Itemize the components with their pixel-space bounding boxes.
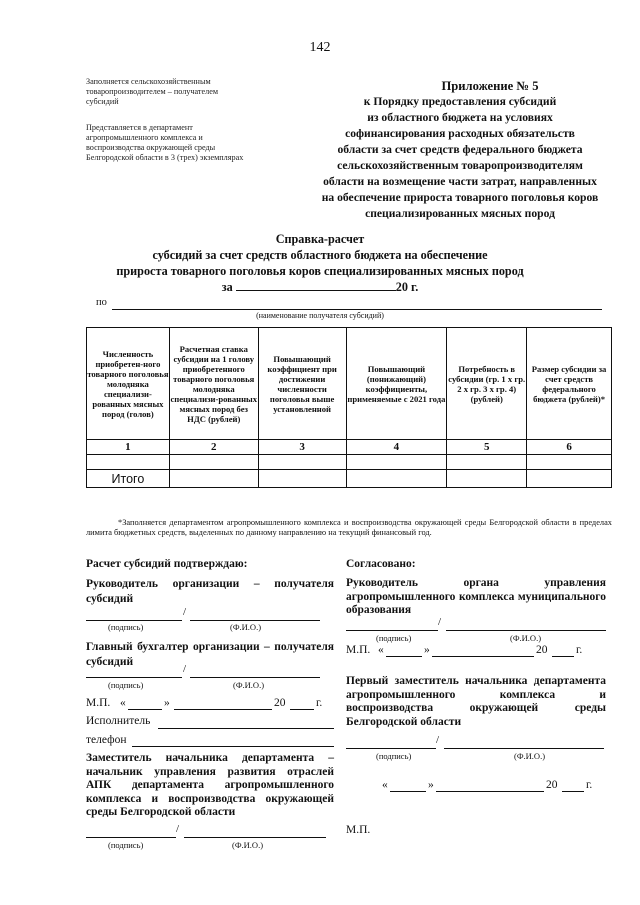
column-number: 2 xyxy=(169,440,258,455)
year-suffix: 20 г. xyxy=(395,280,419,294)
head-org-label: Руководитель организации – получателя субсидий xyxy=(86,578,334,605)
data-cell[interactable] xyxy=(87,455,170,470)
phone-field[interactable] xyxy=(132,746,334,747)
submit-note-line: воспроизводства окружающей среды xyxy=(86,143,216,152)
document-title xyxy=(0,231,640,295)
year-line xyxy=(0,279,640,295)
sign-caption: (подпись) xyxy=(108,622,144,632)
date-quote: « xyxy=(378,644,384,656)
mun-fio-line[interactable] xyxy=(446,630,606,631)
header-cell: Повышающий (понижающий) коэффициенты, применяемые с 2021 года xyxy=(346,328,447,440)
title-line: прироста товарного поголовья коров специализированных мясных пород xyxy=(116,264,524,278)
head-org-fio-line[interactable] xyxy=(190,620,320,621)
title-line: субсидий за счет средств областного бюджета на обеспечение xyxy=(152,248,488,262)
date-g: г. xyxy=(586,779,593,791)
sign-caption: (подпись) xyxy=(108,680,144,690)
sign-caption: (подпись) xyxy=(376,633,412,643)
mun-sign-line[interactable] xyxy=(346,630,438,631)
appendix-line: из областного бюджета на условиях xyxy=(367,111,553,124)
submit-note-line: агропромышленного комплекса и xyxy=(86,133,203,142)
right-date-month[interactable] xyxy=(432,656,534,657)
fio-caption: (Ф.И.О.) xyxy=(233,680,265,690)
phone-label: телефон xyxy=(86,734,127,746)
date-g: г. xyxy=(316,697,323,709)
total-cell[interactable] xyxy=(169,470,258,488)
chief-accountant-label: Главный бухгалтер организации – получателя субсидий xyxy=(86,641,334,668)
right2-date-year[interactable] xyxy=(562,791,584,792)
fill-note xyxy=(86,77,218,107)
column-number: 3 xyxy=(258,440,346,455)
recipient-caption: (наименование получателя субсидий) xyxy=(256,311,384,320)
column-number: 4 xyxy=(346,440,447,455)
right2-date-day[interactable] xyxy=(390,791,426,792)
appendix-line: сельскохозяйственным товаропроизводителям xyxy=(337,159,583,172)
submit-note-line: Представляется в департамент xyxy=(86,123,193,132)
header-cell: Численность приобретен-ного товарного поголовья молодняка специализи-рованных мясных пород (голов) xyxy=(87,328,170,440)
appendix-heading: Приложение № 5 xyxy=(441,79,539,93)
appendix-line: области на возмещение части затрат, направленных xyxy=(323,175,597,188)
right2-date-month[interactable] xyxy=(436,791,544,792)
date-quote: » xyxy=(424,644,430,656)
left-date-day[interactable] xyxy=(128,709,162,710)
total-label: Итого xyxy=(87,470,170,488)
appendix-line: к Порядку предоставления субсидий xyxy=(363,95,557,108)
date-quote: « xyxy=(382,779,388,791)
date-quote: » xyxy=(164,697,170,709)
total-cell[interactable] xyxy=(258,470,346,488)
data-cell[interactable] xyxy=(527,455,612,470)
total-cell[interactable] xyxy=(527,470,612,488)
right-mp: М.П. xyxy=(346,644,371,656)
doc-title: Справка-расчет xyxy=(275,232,365,246)
fio-caption: (Ф.И.О.) xyxy=(510,633,542,643)
chief-acc-fio-line[interactable] xyxy=(190,677,320,678)
year-blank[interactable] xyxy=(236,290,396,291)
sign-caption: (подпись) xyxy=(108,840,144,850)
deputy-label: Заместитель начальника департамента – начальник управления развития отраслей АПК департамента агропромышленного комплекса и воспроизводства окружающей среды Белгородской области xyxy=(86,752,334,818)
data-cell[interactable] xyxy=(258,455,346,470)
footnote: *Заполняется департаментом агропромышленного комплекса и воспроизводства окружающей среды Белгородской области в пределах лимита бюджетных средств, выделенных по данному направлению на текущий финансовый год. xyxy=(86,518,612,537)
column-number: 6 xyxy=(527,440,612,455)
header-cell: Потребность в субсидии (гр. 1 x гр. 2 x гр. 3 x гр. 4) (рублей) xyxy=(447,328,527,440)
total-cell[interactable] xyxy=(346,470,447,488)
deputy-sign-line[interactable] xyxy=(86,837,176,838)
fill-note-line: товаропроизводителем – получателем xyxy=(86,87,219,96)
appendix-block xyxy=(290,78,630,222)
column-number: 1 xyxy=(87,440,170,455)
date-year: 20 xyxy=(274,697,286,709)
agreed-label: Согласовано: xyxy=(346,558,416,570)
fio-caption: (Ф.И.О.) xyxy=(232,840,264,850)
date-quote: « xyxy=(120,697,126,709)
year-prefix: за xyxy=(221,280,233,294)
left-mp: М.П. xyxy=(86,697,111,709)
submit-note xyxy=(86,123,243,163)
executor-field[interactable] xyxy=(158,728,334,729)
header-cell: Расчетная ставка субсидии на 1 голову приобретенного товарного поголовья молодняка специализи-рованных мясных пород без НДС (рублей) xyxy=(169,328,258,440)
head-mun-label: Руководитель органа управления агропромышленного комплекса муниципального образования xyxy=(346,577,606,616)
appendix-line: софинансирования расходных обязательств xyxy=(345,127,575,140)
left-date-month[interactable] xyxy=(174,709,272,710)
data-cell[interactable] xyxy=(447,455,527,470)
data-cell[interactable] xyxy=(169,455,258,470)
page-number: 142 xyxy=(309,40,331,55)
appendix-line: специализированных мясных пород xyxy=(365,207,555,220)
fill-note-line: Заполняется сельскохозяйственным xyxy=(86,77,211,86)
sign-caption: (подпись) xyxy=(376,751,412,761)
fill-note-line: субсидий xyxy=(86,97,119,106)
data-cell[interactable] xyxy=(346,455,447,470)
header-cell: Размер субсидии за счет средств федерального бюджета (рублей)* xyxy=(527,328,612,440)
subsidy-table xyxy=(86,327,612,488)
fio-caption: (Ф.И.О.) xyxy=(514,751,546,761)
first-deputy-fio-line[interactable] xyxy=(444,748,604,749)
deputy-fio-line[interactable] xyxy=(184,837,326,838)
recipient-label: по xyxy=(96,297,107,308)
date-year: 20 xyxy=(536,644,548,656)
right-mp2: М.П. xyxy=(346,824,371,836)
header-cell: Повышающий коэффициент при достижении численности поголовья выше установленной xyxy=(258,328,346,440)
date-quote: » xyxy=(428,779,434,791)
date-g: г. xyxy=(576,644,583,656)
appendix-line: на обеспечение прироста товарного поголовья коров xyxy=(321,191,599,204)
date-year: 20 xyxy=(546,779,558,791)
first-deputy-label: Первый заместитель начальника департамента агропромышленного комплекса и воспроизводства окружающей среды Белгородской области xyxy=(346,675,606,728)
left-date-year[interactable] xyxy=(290,709,314,710)
recipient-field[interactable] xyxy=(112,309,602,310)
first-deputy-sign-line[interactable] xyxy=(346,748,436,749)
appendix-line: области за счет средств федерального бюджета xyxy=(337,143,583,156)
submit-note-line: Белгородской области в 3 (трех) экземплярах xyxy=(86,153,244,162)
confirm-label: Расчет субсидий подтверждаю: xyxy=(86,558,248,570)
head-org-sign-line[interactable] xyxy=(86,620,182,621)
right-date-year[interactable] xyxy=(552,656,574,657)
column-number: 5 xyxy=(447,440,527,455)
executor-label: Исполнитель xyxy=(86,715,151,727)
fio-caption: (Ф.И.О.) xyxy=(230,622,262,632)
chief-acc-sign-line[interactable] xyxy=(86,677,182,678)
right-date-day[interactable] xyxy=(386,656,422,657)
total-cell[interactable] xyxy=(447,470,527,488)
